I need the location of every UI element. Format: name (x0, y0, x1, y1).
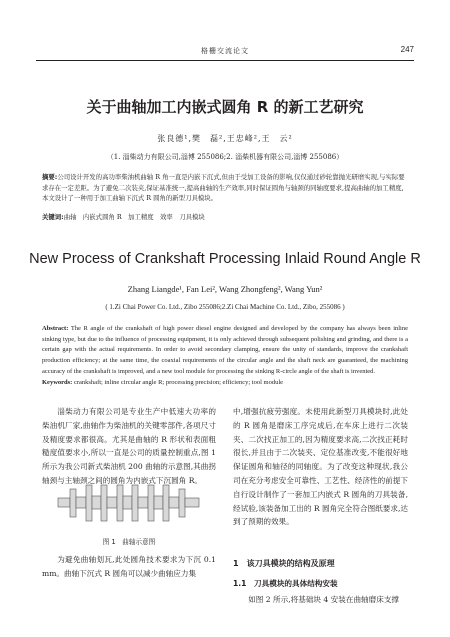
en-abstract-label: Abstract: (42, 325, 69, 332)
en-abstract (42, 324, 408, 378)
cn-authors: 张良德¹,樊 磊²,王忠峰²,王 云² (157, 134, 293, 143)
cn-abstract-label: 摘要: (42, 173, 58, 181)
crankshaft-figure (56, 475, 202, 530)
en-authors: Zhang Liangde¹, Fan Lei², Wang Zhongfeng², Wang Yun² (127, 284, 323, 294)
body-left-paragraph-1: 淄柴动力有限公司是专业生产中低速大功率的柴油机厂家,曲轴作为柴油机的关键零部件,各项尺寸及精度要求都很高。尤其是曲轴的 R 形状和表面粗糙度值要求小,所以一直是公司的质量控制重点,图 1 所示为我公司新式柴油机 200 曲轴的示意图,其曲拐轴颈与主轴颈之间的圆角为内嵌式下沉圆角 R。 (42, 407, 216, 485)
cn-title: 关于曲轴加工内嵌式圆角 R 的新工艺研究 (86, 98, 364, 116)
section-1-heading: 1 该刀具模块的结构及原理 (233, 559, 335, 568)
en-abstract-text: The R angle of the crankshaft of high power diesel engine designed and developed by the company has always been inline sinking type, but due to the influence of processing equipment, it is only achieved through subsequent polishing and grinding, and there is a certain gap with the actual requirements. In order to avoid secondary clamping, ensure the unity of standards, improve the crankshaft production efficiency; at the same time, the coaxial requirements of the circular angle and the shaft neck are guaranteed, the machining accuracy of the crankshaft is improved, and a new tool module for processing the sinking R-circle angle of the shaft is invented. (42, 325, 408, 375)
header-rule (36, 60, 414, 61)
en-title: New Process of Crankshaft Processing Inlaid Round Angle R (29, 251, 421, 267)
body-right-paragraph: 中,增强抗疲劳强度。未使用此新型刀具模块时,此处的 R 圆角是磨床工序完成后,在车床上进行二次装夹、二次找正加工的,因为精度要求高,二次找正耗时很长,并且由于二次装夹、定位基准改变,不能很好地保证圆角和轴径的同轴度。为了改变这种现状,我公司在充分考虑安全可靠性、工艺性、经济性的前提下自行设计制作了一套加工内嵌式 R 圆角的刀具装备,经试验,该装备加工出的 R 圆角完全符合图纸要求,达到了预期的效果。 (233, 407, 408, 527)
crankshaft-drawing (56, 475, 202, 530)
cn-abstract (42, 172, 408, 204)
cn-abstract-text: 公司设计开发的高功率柴油机曲轴 R 角一直是内嵌下沉式,但由于受加工设备的影响,仅仅通过砂轮靠抛光研磨实现,与实际要求存在一定差距。为了避免二次装夹,保证基准统一,提高曲轴的生产效率,同时保证圆角与轴颈的同轴度要求,提高曲轴的加工精度,本文设计了一种用于加工曲轴下沉式 R 圆角的新型刀具模块。 (42, 173, 405, 202)
en-keywords-text: crankshaft; inline circular angle R; processing precision; efficiency; tool module (73, 379, 284, 386)
cn-keywords (42, 212, 408, 221)
section-1-1-heading: 1.1 刀具模块的具体结构安装 (233, 579, 338, 588)
running-title: 格栅交流论文 (201, 47, 249, 55)
en-keywords (42, 379, 408, 386)
section-1-1-text: 如图 2 所示,将基础块 4 安装在曲轴磨床支撑 (248, 595, 400, 604)
body-left-paragraph-2: 为避免曲轴划瓦,此处圆角技术要求为下沉 0.1 mm。曲轴下沉式 R 圆角可以减少曲轴应力集 (42, 555, 216, 578)
en-keywords-label: Keywords: (42, 379, 73, 386)
figure-1-caption: 图 1 曲轴示意图 (102, 538, 156, 546)
cn-keywords-label: 关键词: (42, 213, 64, 221)
en-affiliation: ( 1.Zi Chai Power Co. Ltd., Zibo 255086;2.Zi Chai Machine Co. Ltd., Zibo, 255086 ) (105, 303, 345, 311)
cn-affiliation: （1. 淄柴动力有限公司,淄博 255086;2. 淄柴机器有限公司,淄博 255086） (106, 153, 344, 161)
page-number: 247 (400, 45, 414, 54)
cn-keywords-text: 曲轴 内嵌式圆角 R 加工精度 效率 刀具模块 (63, 213, 205, 221)
